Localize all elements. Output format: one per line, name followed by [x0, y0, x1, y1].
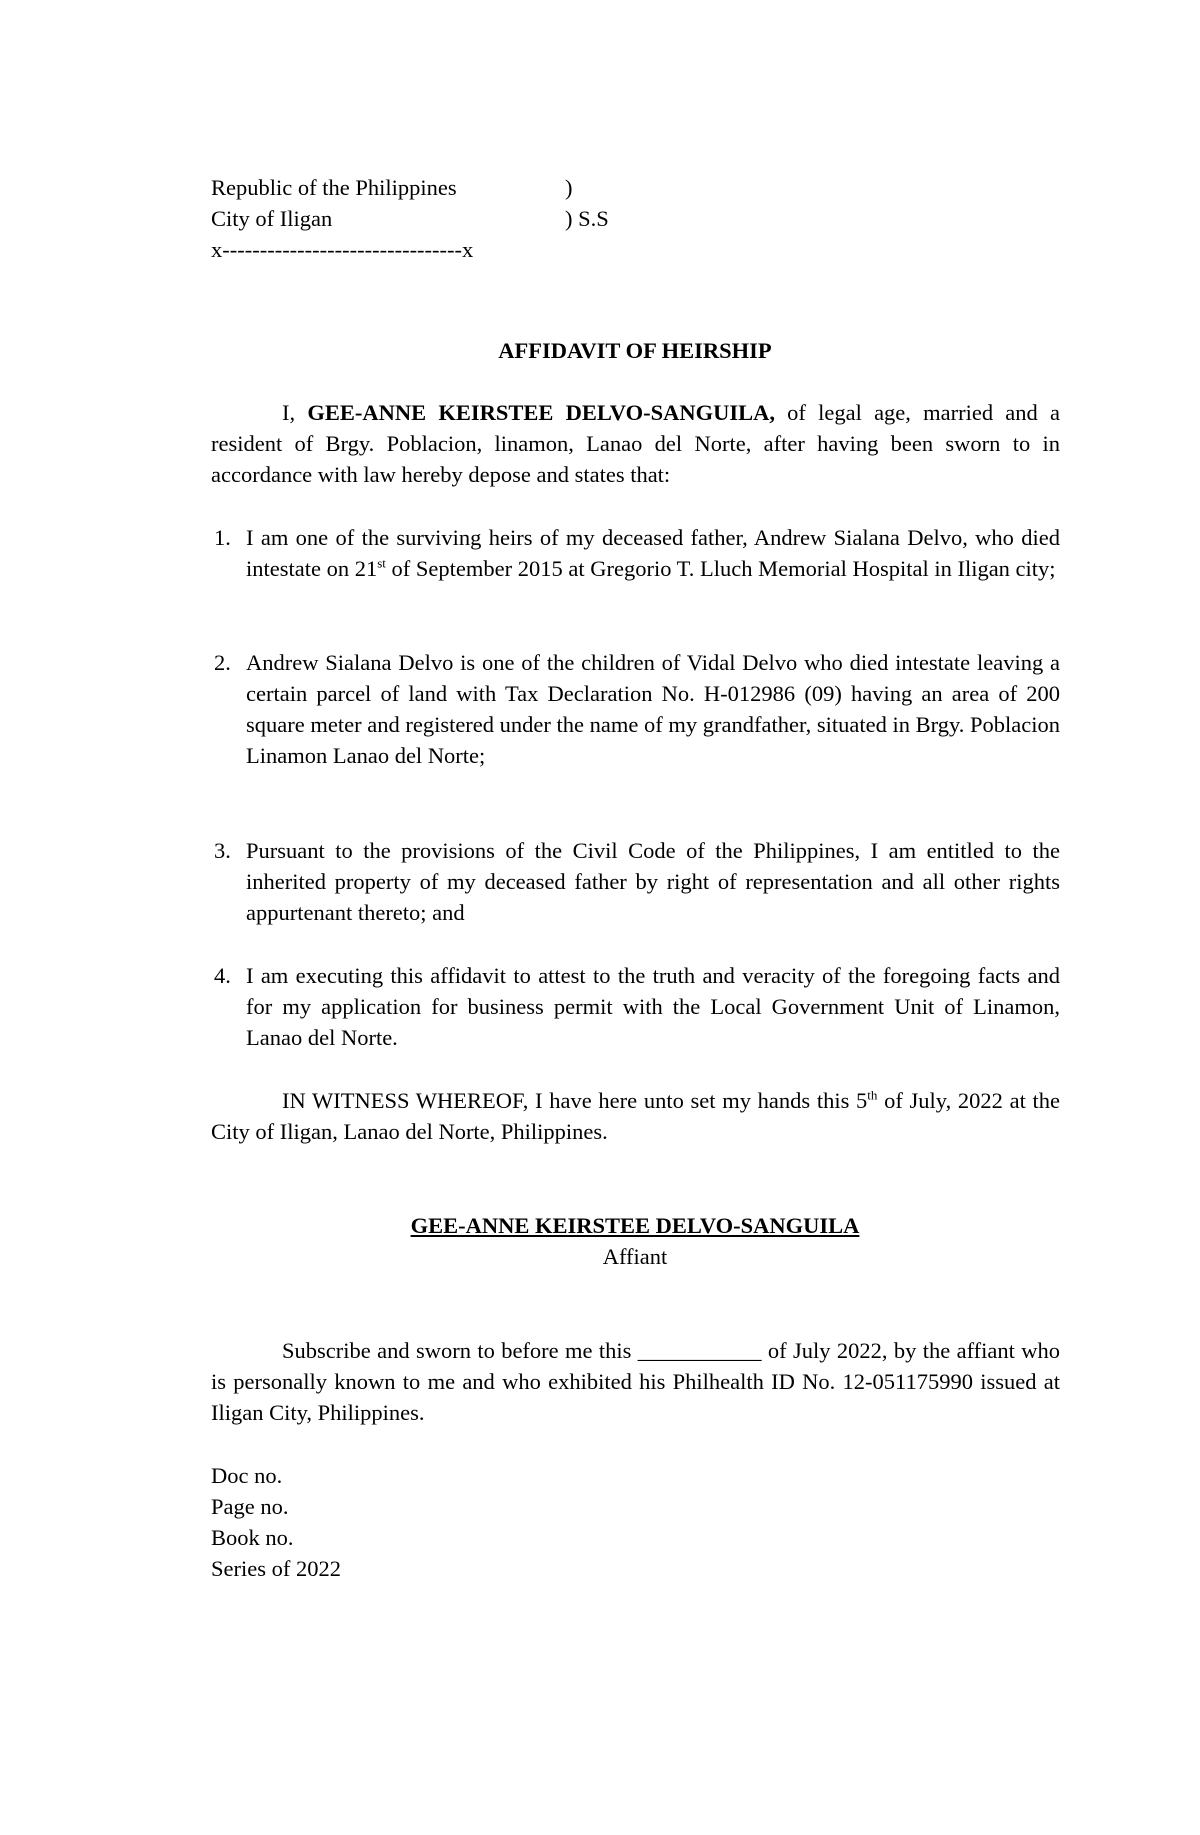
list-text: I am executing this affidavit to attest to the truth and veracity of the foregoing facts and for my application for business permit with the Local Government Unit of Linamon, Lanao del Norte.: [246, 963, 1060, 1050]
doc-number-line: Doc no.: [211, 1463, 283, 1488]
book-number-line: Book no.: [211, 1525, 294, 1550]
list-number: 3.: [214, 838, 231, 863]
witness-text-part: IN WITNESS WHEREOF, I have here unto set my hands this 5: [282, 1088, 868, 1113]
affiant-role: Affiant: [602, 1244, 668, 1269]
list-text: [246, 522, 1060, 584]
series-line: Series of 2022: [211, 1556, 341, 1581]
list-item-3: [214, 835, 1060, 928]
jurat-paragraph: Subscribe and sworn to before me this ___________ of July 2022, by the affiant who is personally known to me and who exhibited his Philhealth ID No. 12-051175990 issued at Iligan City, Philippines.: [211, 1338, 1060, 1425]
intro-text: of legal age, married and a resident of Brgy. Poblacion, linamon, Lanao del Norte, after having been sworn to in accordance with law hereby depose and states that:: [211, 400, 1060, 487]
document-title: AFFIDAVIT OF HEIRSHIP: [498, 338, 772, 363]
signature-block: [0, 1210, 1200, 1272]
witness-paragraph: [211, 1085, 1060, 1147]
list-number: 4.: [214, 963, 231, 988]
list-text-part: I am one of the surviving heirs of my deceased father, Andrew Sialana Delvo, who died intestate on 21: [246, 525, 1060, 581]
list-item-2: [214, 647, 1060, 771]
page-number-line: Page no.: [211, 1494, 289, 1519]
city-line: City of Iligan: [211, 206, 333, 231]
list-text-part: of September 2015 at Gregorio T. Lluch Memorial Hospital in Iligan city;: [385, 556, 1056, 581]
list-number: 2.: [214, 650, 231, 675]
list-item-4: [214, 960, 1060, 1053]
ordinal-suffix: th: [867, 1087, 878, 1103]
intro-prefix: I,: [282, 400, 308, 425]
country-line: Republic of the Philippines: [211, 175, 457, 200]
list-text: Andrew Sialana Delvo is one of the children of Vidal Delvo who died intestate leaving a certain parcel of land with Tax Declaration No. H-012986 (09) having an area of 200 square meter and registered under the name of my grandfather, situated in Brgy. Poblacion Linamon Lanao del Norte;: [246, 650, 1060, 768]
intro-paragraph: [211, 397, 1060, 490]
list-number: 1.: [214, 525, 231, 550]
caption-divider: x--------------------------------x: [211, 237, 474, 262]
caption-paren-2: ) S.S: [565, 206, 609, 231]
witness-text-part: of July, 2022 at the City of Iligan, Lanao del Norte, Philippines.: [211, 1088, 1061, 1144]
affiant-name-inline: GEE-ANNE KEIRSTEE DELVO-SANGUILA,: [307, 400, 775, 425]
list-item-1: [214, 522, 1060, 584]
caption-paren-1: ): [565, 175, 573, 200]
list-text: Pursuant to the provisions of the Civil Code of the Philippines, I am entitled to the inherited property of my deceased father by right of representation and all other rights appurtenant thereto; and: [246, 838, 1060, 925]
affiant-signature-name: GEE-ANNE KEIRSTEE DELVO-SANGUILA: [410, 1213, 860, 1238]
ordinal-suffix: st: [377, 555, 386, 571]
